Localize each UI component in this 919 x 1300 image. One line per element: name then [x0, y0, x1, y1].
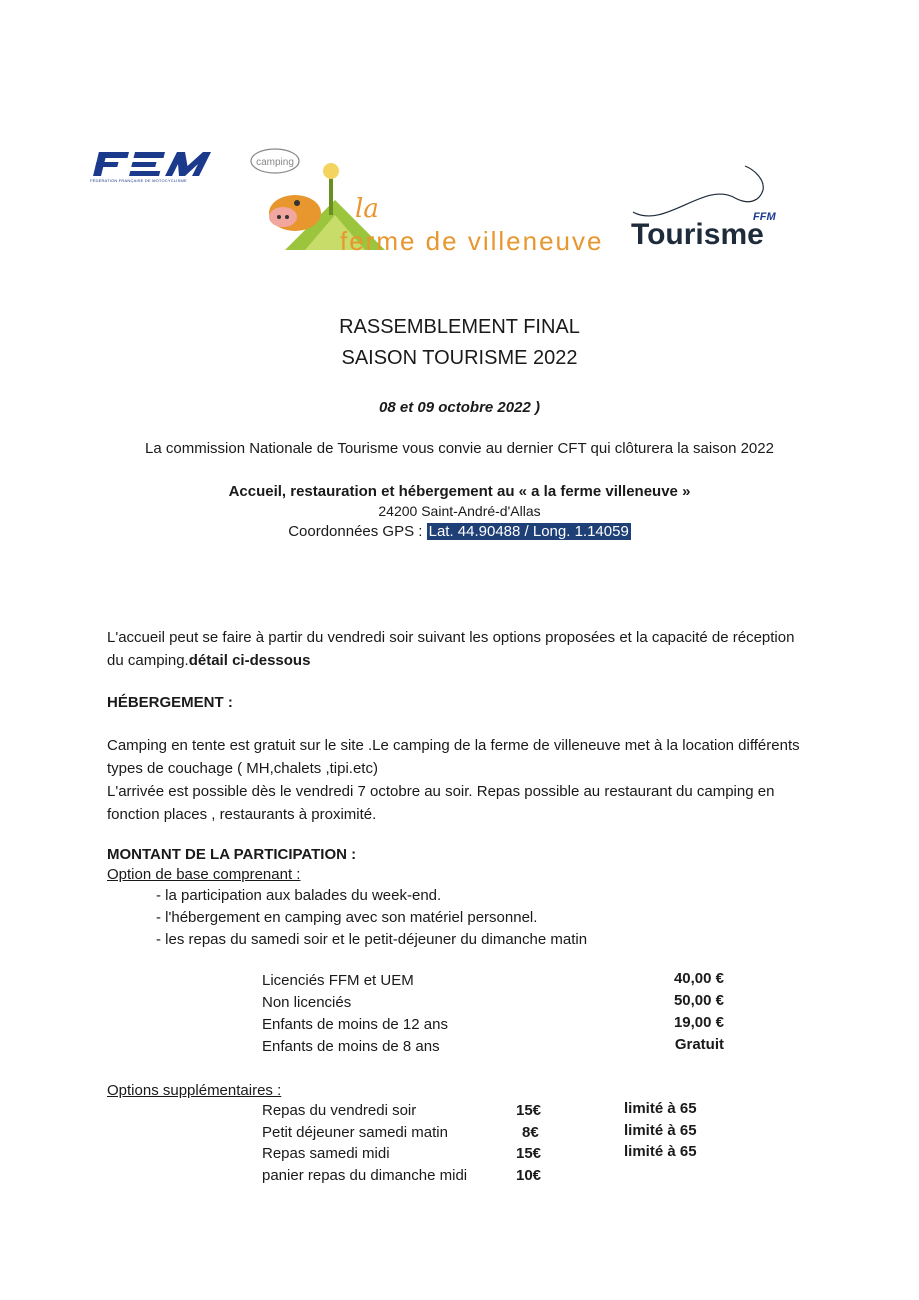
supplement-limit: limité à 65 — [624, 1100, 697, 1117]
tourisme-logo — [625, 160, 795, 250]
supplement-limit: limité à 65 — [624, 1143, 697, 1160]
hebergement-p2: L'arrivée est possible dès le vendredi 7 octobre au soir. Repas possible au restaurant du camping en fonction places , restaurants à proximité. — [107, 783, 775, 823]
price-label: Enfants de moins de 8 ans — [262, 1038, 440, 1055]
hebergement-heading: HÉBERGEMENT : — [107, 694, 233, 711]
price-value: 50,00 € — [673, 992, 724, 1009]
page-subtitle: SAISON TOURISME 2022 — [341, 347, 578, 369]
ferme-de-villeneuve-logo — [245, 145, 620, 260]
venue-heading: Accueil, restauration et hébergement au « a la ferme villeneuve » — [228, 483, 691, 500]
price-label: Non licenciés — [262, 994, 352, 1011]
price-label: Licenciés FFM et UEM — [262, 972, 414, 989]
accueil-text: L'accueil peut se faire à partir du vendredi soir suivant les options proposées et la capacité de réception du camping. — [107, 629, 795, 669]
ffm-logo — [88, 148, 218, 192]
supplement-label: Repas du vendredi soir — [262, 1102, 417, 1119]
supplement-label: panier repas du dimanche midi — [262, 1167, 468, 1184]
gps-line — [0, 521, 919, 543]
tourisme-ffm-mark: FFM — [753, 211, 776, 223]
ffm-subtitle: FÉDÉRATION FRANÇAISE DE MOTOCYCLISME — [90, 178, 187, 183]
supplement-label: Repas samedi midi — [262, 1145, 390, 1162]
included-item: - la participation aux balades du week-end. — [156, 887, 442, 904]
page-title: RASSEMBLEMENT FINAL — [339, 316, 580, 338]
participation-heading: MONTANT DE LA PARTICIPATION : — [107, 846, 357, 863]
supplement-label: Petit déjeuner samedi matin — [262, 1124, 448, 1141]
ferme-la-text: la — [355, 194, 379, 224]
accueil-paragraph — [107, 626, 812, 672]
ferme-name-text: ferme de villeneuve — [340, 226, 604, 256]
price-value: 19,00 € — [673, 1014, 724, 1031]
supplements-heading: Options supplémentaires : — [107, 1082, 282, 1099]
price-value: 40,00 € — [673, 970, 724, 987]
included-item: - les repas du samedi soir et le petit-déjeuner du dimanche matin — [156, 931, 588, 948]
supplement-limit: limité à 65 — [624, 1122, 697, 1139]
event-dates: 08 et 09 octobre 2022 ) — [379, 399, 540, 416]
supplement-price: 8€ — [522, 1124, 539, 1141]
gps-label: Coordonnées GPS : — [288, 523, 423, 540]
supplement-price: 15€ — [516, 1145, 542, 1162]
venue-address: 24200 Saint-André-d'Allas — [378, 503, 541, 519]
option-base-label: Option de base comprenant : — [107, 866, 301, 883]
ffm-logo-graphic — [88, 148, 218, 192]
price-label: Enfants de moins de 12 ans — [262, 1016, 448, 1033]
tourisme-word: Tourisme — [631, 218, 764, 250]
included-item: - l'hébergement en camping avec son matériel personnel. — [156, 909, 538, 926]
price-value: Gratuit — [674, 1036, 724, 1053]
accueil-bold-tail: détail ci-dessous — [188, 652, 311, 669]
gps-coordinates: Lat. 44.90488 / Long. 1.14059 — [428, 523, 629, 540]
intro-text: La commission Nationale de Tourisme vous convie au dernier CFT qui clôturera la saison 2022 — [145, 440, 774, 457]
tourisme-logo-graphic — [625, 160, 795, 250]
camping-badge: camping — [256, 157, 294, 168]
hebergement-p1: Camping en tente est gratuit sur le site .Le camping de la ferme de villeneuve met à la location différents types de couchage ( MH,chalets ,tipi.etc) — [107, 737, 800, 777]
ferme-logo-graphic — [245, 145, 620, 260]
supplement-price: 10€ — [516, 1167, 542, 1184]
supplement-price: 15€ — [516, 1102, 542, 1119]
